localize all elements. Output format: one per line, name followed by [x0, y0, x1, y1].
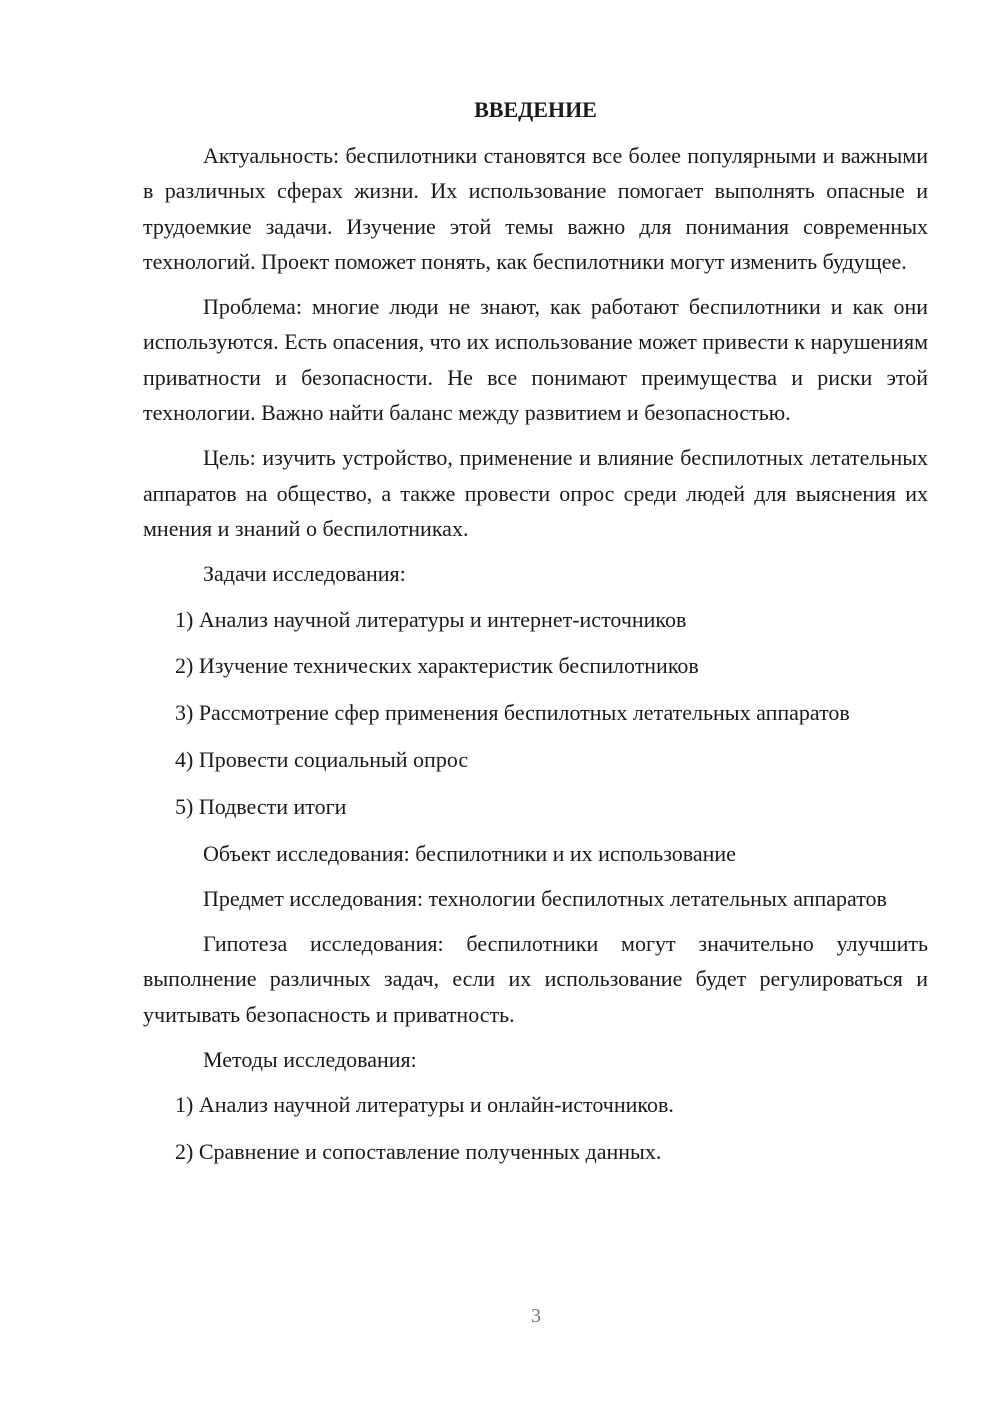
paragraph-problem: Проблема: многие люди не знают, как работают беспилотники и как они используются. Есть опасения, что их использование может привести к нарушениям приватности и безопасности. Не все понимают преимущества и риски этой технологии. Важно найти баланс между развитием и безопасностью.	[143, 294, 928, 426]
method-item: 2) Сравнение и сопоставление полученных данных.	[175, 1139, 662, 1165]
tasks-heading: Задачи исследования:	[203, 561, 406, 587]
methods-heading: Методы исследования:	[203, 1047, 417, 1073]
research-subject: Предмет исследования: технологии беспилотных летательных аппаратов	[203, 885, 887, 911]
paragraph-relevance: Актуальность: беспилотники становятся все более популярными и важными в различных сферах жизни. Их использование помогает выполнять опасные и трудоемкие задачи. Изучение этой темы важно для понимания современных технологий. Проект поможет понять, как беспилотники могут изменить будущее.	[143, 143, 928, 274]
research-hypothesis: Гипотеза исследования: беспилотники могут значительно улучшить выполнение различных задач, если их использование будет регулироваться и учитывать безопасность и приватность.	[143, 931, 928, 1027]
method-item: 1) Анализ научной литературы и онлайн-источников.	[175, 1092, 674, 1118]
task-item: 4) Провести социальный опрос	[175, 746, 469, 772]
task-item: 2) Изучение технических характеристик беспилотников	[175, 653, 699, 679]
task-item: 3) Рассмотрение сфер применения беспилотных летательных аппаратов	[175, 700, 850, 726]
page-title: ВВЕДЕНИЕ	[474, 97, 597, 122]
research-object: Объект исследования: беспилотники и их использование	[203, 840, 736, 866]
task-item: 1) Анализ научной литературы и интернет-источников	[175, 606, 687, 632]
task-item: 5) Подвести итоги	[175, 793, 347, 819]
paragraph-goal: Цель: изучить устройство, применение и влияние беспилотных летательных аппаратов на общество, а также провести опрос среди людей для выяснения их мнения и знаний о беспилотниках.	[143, 445, 928, 541]
page-number: 3	[531, 1305, 541, 1327]
document-page	[143, 96, 928, 1181]
